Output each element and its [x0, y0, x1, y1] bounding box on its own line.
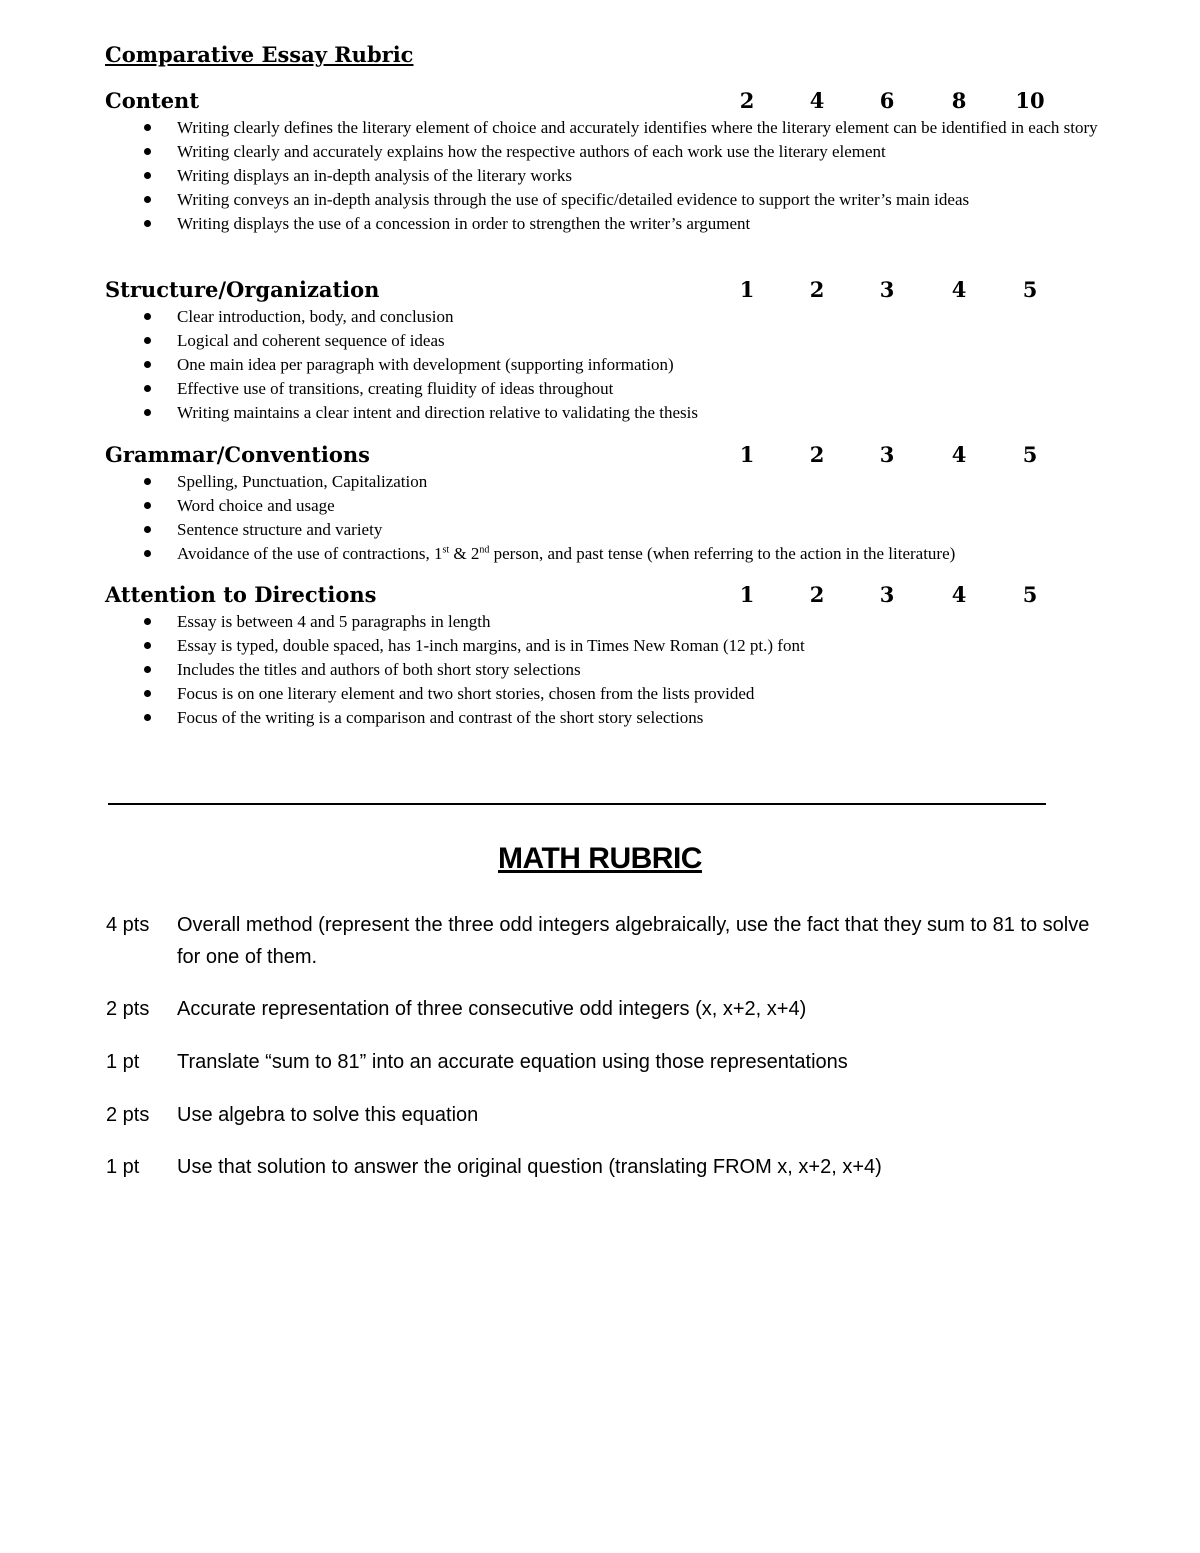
score-option: 4 — [809, 88, 825, 113]
score-option: 2 — [739, 88, 755, 113]
points-label: 4 pts — [106, 914, 150, 936]
criteria-text: person, and past tense (when referring to the action in the literature) — [489, 544, 956, 563]
criteria-item: Focus of the writing is a comparison and contrast of the short story selections — [105, 706, 1105, 729]
criteria-item: Essay is between 4 and 5 paragraphs in length — [105, 610, 1105, 633]
score-option: 1 — [739, 277, 755, 302]
score-option: 2 — [809, 277, 825, 302]
criteria-item: Word choice and usage — [105, 494, 1105, 517]
criteria-list — [105, 470, 1105, 565]
section-header — [105, 88, 1105, 116]
score-option: 3 — [879, 442, 895, 467]
section-header — [105, 277, 1105, 305]
score-option: 10 — [1015, 88, 1045, 113]
score-option: 3 — [879, 277, 895, 302]
math-rubric-title: MATH RUBRIC — [498, 842, 702, 875]
section-title: Grammar/Conventions — [105, 442, 370, 467]
criteria-item: Writing conveys an in-depth analysis through the use of specific/detailed evidence to support the writer’s main ideas — [105, 188, 1105, 211]
section-header — [105, 582, 1105, 610]
section-title: Content — [105, 88, 200, 113]
criteria-item: Writing displays an in-depth analysis of the literary works — [105, 164, 1105, 187]
ordinal-suffix: nd — [479, 544, 490, 556]
essay-rubric-title: Comparative Essay Rubric — [105, 42, 414, 67]
criteria-item: Writing displays the use of a concession in order to strengthen the writer’s argument — [105, 212, 1105, 235]
math-rubric-item — [106, 993, 1106, 1025]
criteria-item: Includes the titles and authors of both short story selections — [105, 658, 1105, 681]
criteria-list — [105, 305, 1105, 424]
score-option: 5 — [1022, 442, 1038, 467]
criteria-list — [105, 610, 1105, 729]
score-option: 8 — [951, 88, 967, 113]
points-label: 1 pt — [106, 1156, 140, 1178]
criterion-text: Use that solution to answer the original question (translating FROM x, x+2, x+4) — [177, 1156, 882, 1178]
section-header — [105, 442, 1105, 470]
criteria-item: Logical and coherent sequence of ideas — [105, 329, 1105, 352]
math-rubric-item — [106, 1099, 1106, 1131]
criteria-list — [105, 116, 1105, 235]
points-label: 2 pts — [106, 1104, 150, 1126]
section-title: Attention to Directions — [105, 582, 377, 607]
math-rubric-item — [106, 1151, 1106, 1183]
criteria-item: Spelling, Punctuation, Capitalization — [105, 470, 1105, 493]
score-option: 2 — [809, 582, 825, 607]
criteria-text: Avoidance of the use of contractions, 1 — [177, 544, 443, 563]
score-option: 4 — [951, 277, 967, 302]
math-rubric-item — [106, 909, 1106, 973]
criterion-text: Use algebra to solve this equation — [177, 1104, 479, 1126]
criteria-text: & 2 — [449, 544, 480, 563]
criteria-item: Writing maintains a clear intent and direction relative to validating the thesis — [105, 401, 1105, 424]
criteria-item: Writing clearly and accurately explains how the respective authors of each work use the literary element — [105, 140, 1105, 163]
criteria-item: Effective use of transitions, creating fluidity of ideas throughout — [105, 377, 1105, 400]
section-structure-organization — [105, 277, 1105, 425]
points-label: 1 pt — [106, 1051, 140, 1073]
math-rubric-item — [106, 1046, 1106, 1078]
score-option: 4 — [951, 442, 967, 467]
score-option: 5 — [1022, 277, 1038, 302]
section-attention-to-directions — [105, 582, 1105, 730]
score-option: 4 — [951, 582, 967, 607]
section-content — [105, 88, 1105, 236]
score-option: 2 — [809, 442, 825, 467]
score-option: 1 — [739, 582, 755, 607]
section-grammar-conventions — [105, 442, 1105, 566]
criterion-text: Overall method (represent the three odd integers algebraically, use the fact that they sum to 81 to solve for one of them. — [177, 914, 1090, 968]
criteria-item: Clear introduction, body, and conclusion — [105, 305, 1105, 328]
score-option: 3 — [879, 582, 895, 607]
criteria-item: Writing clearly defines the literary element of choice and accurately identifies where the literary element can be identified in each story — [105, 116, 1105, 139]
section-divider — [108, 803, 1046, 805]
criterion-text: Translate “sum to 81” into an accurate equation using those representations — [177, 1051, 848, 1073]
criteria-item: Focus is on one literary element and two short stories, chosen from the lists provided — [105, 682, 1105, 705]
ordinal-suffix: st — [442, 544, 450, 556]
section-title: Structure/Organization — [105, 277, 380, 302]
criteria-item: Sentence structure and variety — [105, 518, 1105, 541]
criterion-text: Accurate representation of three consecutive odd integers (x, x+2, x+4) — [177, 998, 807, 1020]
score-option: 1 — [739, 442, 755, 467]
score-option: 5 — [1022, 582, 1038, 607]
criteria-item: One main idea per paragraph with development (supporting information) — [105, 353, 1105, 376]
score-option: 6 — [879, 88, 895, 113]
points-label: 2 pts — [106, 998, 150, 1020]
criteria-item: Essay is typed, double spaced, has 1-inch margins, and is in Times New Roman (12 pt.) font — [105, 634, 1105, 657]
criteria-item — [105, 542, 1105, 565]
